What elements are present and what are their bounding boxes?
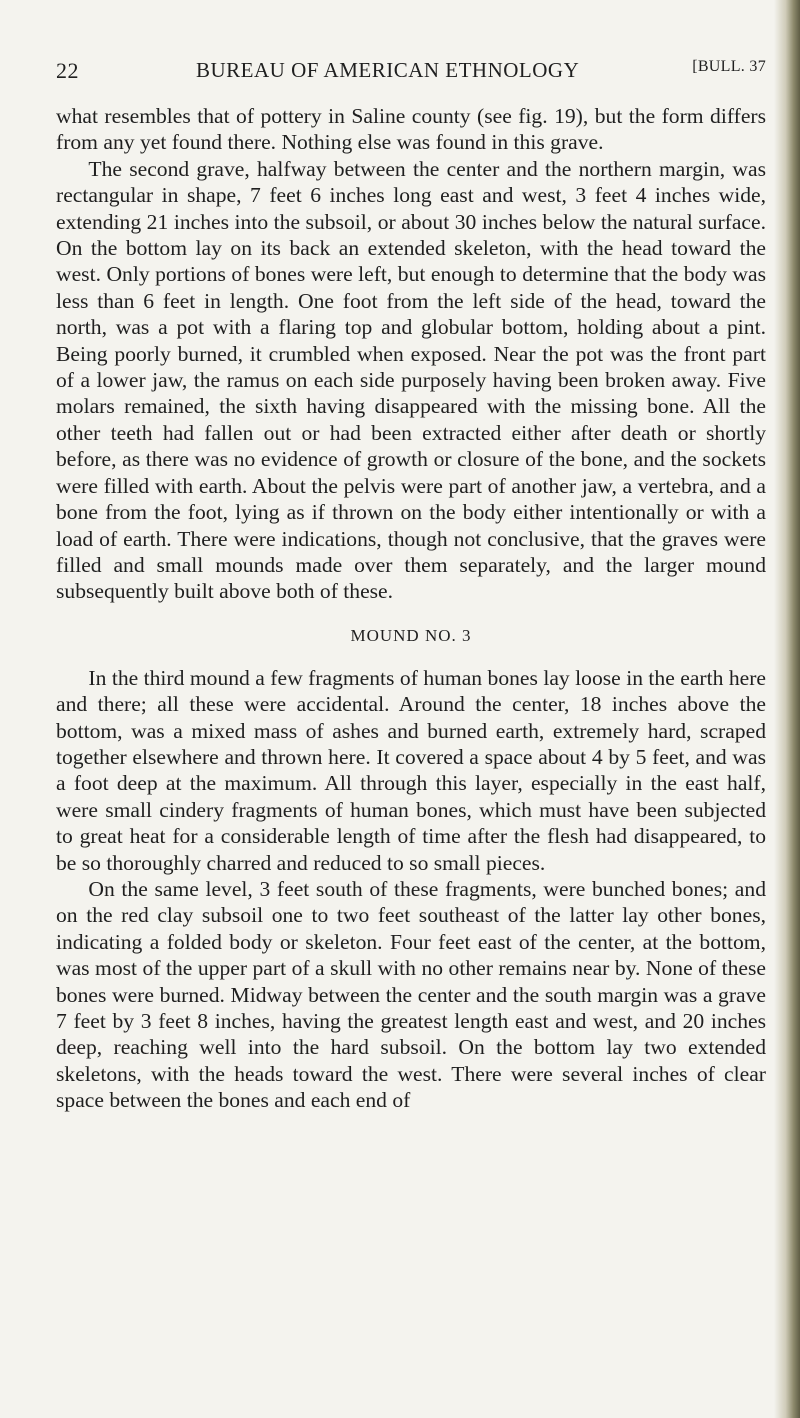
page-edge-shadow — [774, 0, 800, 1418]
bulletin-reference: [BULL. 37 — [692, 58, 766, 75]
paragraph-second-grave: The second grave, halfway between the center and the northern margin, was rectangular in shape, 7 feet 6 inches long east and west, 3 feet 4 inches wide, extending 21 inches into the subsoil, or about 30 inches below the natural surface. On the bottom lay on its back an extended skeleton, with the head toward the west. Only portions of bones were left, but enough to determine that the body was less than 6 feet in length. One foot from the left side of the head, toward the north, was a pot with a flaring top and globular bottom, holding about a pint. Being poorly burned, it crumbled when exposed. Near the pot was the front part of a lower jaw, the ramus on each side purposely having been broken away. Five molars remained, the sixth having disappeared with the missing bone. All the other teeth had fallen out or had been extracted either after death or shortly before, as there was no evidence of growth or closure of the bone, and the sockets were filled with earth. About the pelvis were part of another jaw, a vertebra, and a bone from the foot, lying as if thrown on the body either intentionally or with a load of earth. There were indications, though not conclusive, that the graves were filled and small mounds made over them separately, and the larger mound subsequently built above both of these. — [56, 156, 766, 604]
section-heading: MOUND NO. 3 — [350, 625, 472, 645]
running-title: BUREAU OF AMERICAN ETHNOLOGY — [196, 58, 580, 82]
paragraph-continued: what resembles that of pottery in Saline county (see fig. 19), but the form differs from any yet found there. Nothing else was found in this grave. — [56, 104, 766, 155]
running-header — [56, 58, 766, 88]
page-body — [56, 103, 766, 1114]
paragraph-same-level: On the same level, 3 feet south of these fragments, were bunched bones; and on the red clay subsoil one to two feet southeast of the latter lay other bones, indicating a folded body or skeleton. Four feet east of the center, at the bottom, was most of the upper part of a skull with no other remains near by. None of these bones were burned. Midway between the center and the south margin was a grave 7 feet by 3 feet 8 inches, having the greatest length east and west, and 20 inches deep, reaching well into the hard subsoil. On the bottom lay two extended skeletons, with the heads toward the west. There were several inches of clear space between the bones and each end of — [56, 876, 766, 1113]
page-number: 22 — [56, 58, 79, 83]
paragraph-third-mound: In the third mound a few fragments of human bones lay loose in the earth here and there; all these were accidental. Around the center, 18 inches above the bottom, was a mixed mass of ashes and burned earth, extremely hard, scraped together elsewhere and thrown here. It covered a space about 4 by 5 feet, and was a foot deep at the maximum. All through this layer, especially in the east half, were small cindery fragments of human bones, which must have been subjected to great heat for a considerable length of time after the flesh had disappeared, to be so thoroughly charred and reduced to so small pieces. — [56, 665, 766, 875]
